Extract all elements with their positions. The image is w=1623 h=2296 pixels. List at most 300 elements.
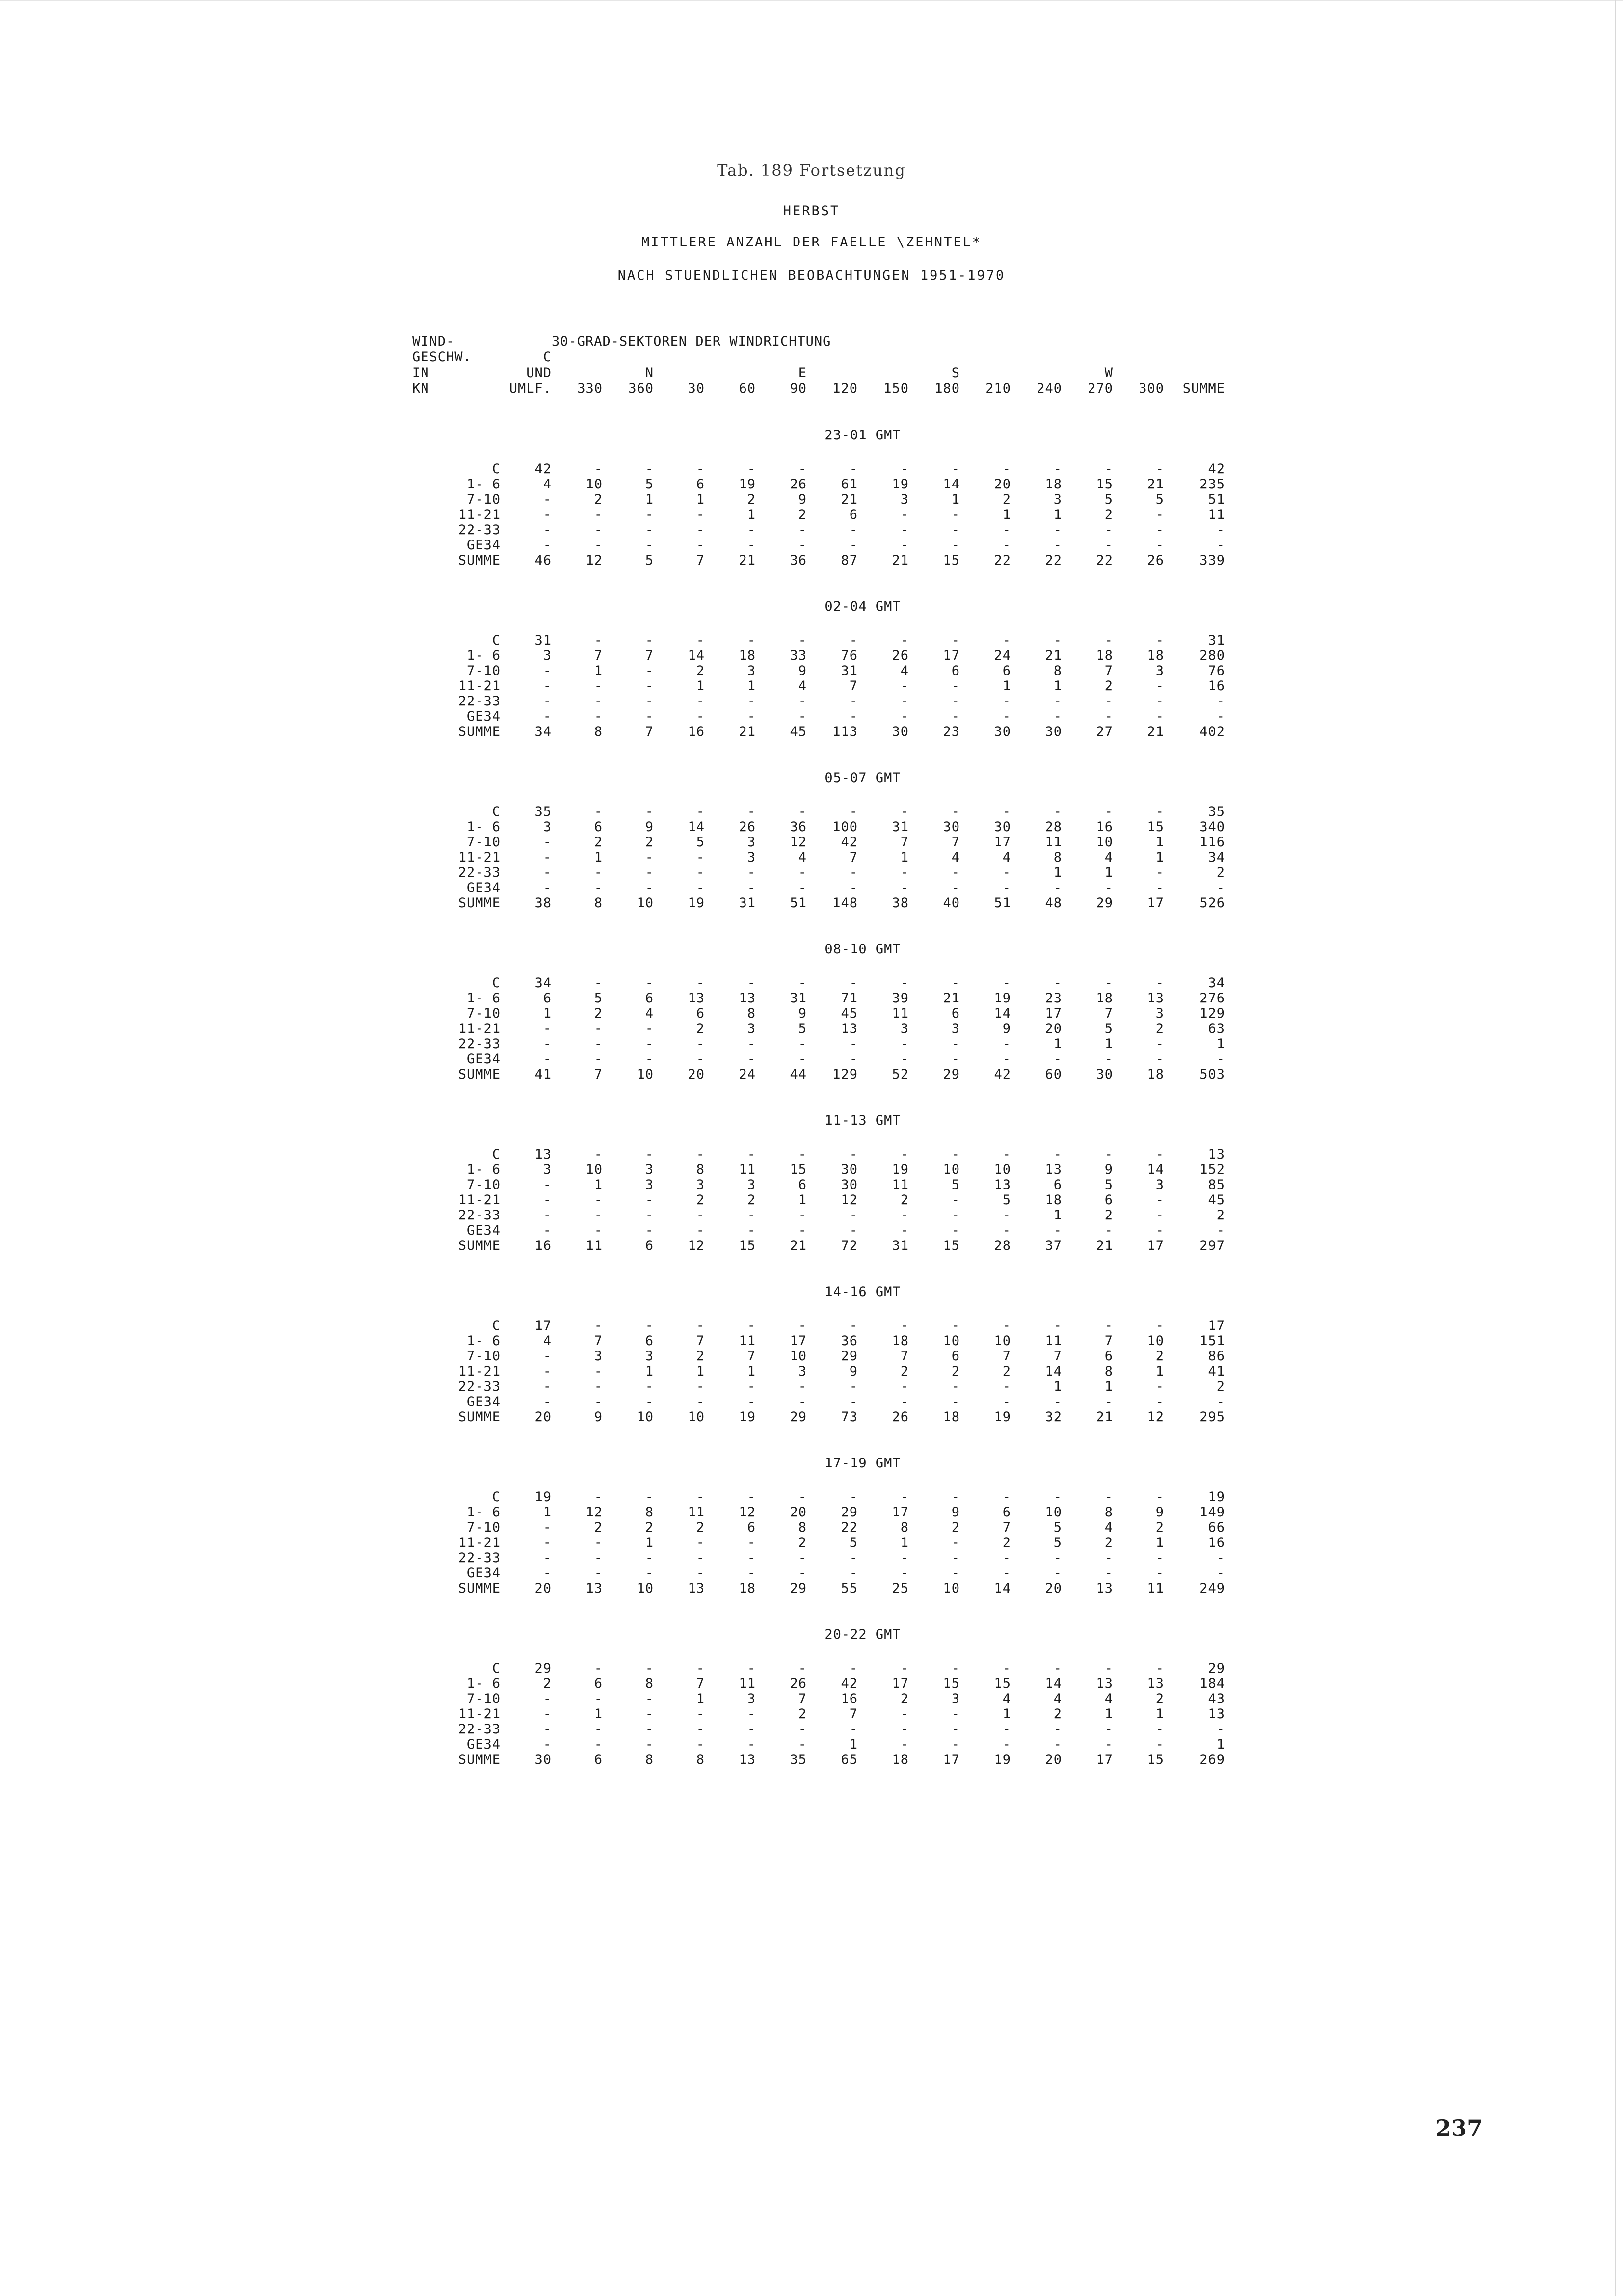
block-spacer: [412, 1082, 1225, 1112]
sector-cell: 26: [790, 1676, 807, 1691]
season-heading: HERBST: [783, 203, 840, 218]
calm-cell: -: [543, 1737, 552, 1752]
sector-cell: 19: [739, 1409, 756, 1425]
row-label: 11-21: [458, 678, 501, 694]
sector-cell: 9: [798, 1006, 807, 1021]
sector-cell: 7: [645, 648, 654, 663]
sector-cell: -: [1002, 633, 1011, 648]
sector-cell: 6: [645, 1238, 654, 1253]
sector-cell: -: [1053, 461, 1062, 477]
sector-cell: -: [747, 633, 756, 648]
sector-header: 360: [628, 381, 654, 396]
sector-cell: 20: [790, 1505, 807, 1520]
sector-cell: -: [594, 538, 603, 553]
sector-cell: -: [1155, 538, 1164, 553]
sector-cell: -: [747, 975, 756, 991]
sector-cell: -: [594, 975, 603, 991]
sector-cell: 11: [892, 1006, 909, 1021]
sector-cell: 9: [594, 1409, 603, 1425]
sector-cell: 31: [892, 819, 909, 835]
sector-cell: -: [900, 538, 909, 553]
sector-cell: 1: [1002, 507, 1011, 522]
row-sum-cell: 51: [1208, 492, 1225, 507]
table-row: [412, 1691, 1225, 1706]
sector-cell: 48: [1045, 895, 1062, 911]
sector-cell: 13: [994, 1177, 1011, 1192]
sector-cell: 18: [1045, 477, 1062, 492]
header-spacer: [412, 397, 1225, 427]
row-sum-cell: 2: [1216, 1379, 1225, 1394]
sector-cell: 148: [832, 895, 858, 911]
sector-cell: -: [951, 1379, 960, 1394]
sector-cell: 29: [841, 1349, 858, 1364]
sector-cell: -: [1002, 880, 1011, 895]
sector-cell: 2: [1053, 1706, 1062, 1722]
sector-cell: -: [900, 1208, 909, 1223]
calm-cell: -: [543, 850, 552, 865]
row-label: 1- 6: [466, 477, 501, 492]
row-sum-cell: 34: [1208, 975, 1225, 991]
sector-cell: 72: [841, 1238, 858, 1253]
sector-cell: -: [951, 633, 960, 648]
sector-cell: 18: [1096, 991, 1113, 1006]
sector-cell: -: [849, 1318, 858, 1333]
sector-cell: 13: [688, 991, 705, 1006]
row-label: 1- 6: [466, 1505, 501, 1520]
table-row: [412, 709, 1225, 724]
sector-cell: -: [900, 880, 909, 895]
row-sum-cell: -: [1216, 709, 1225, 724]
sector-cell: -: [645, 1706, 654, 1722]
calm-cell: 42: [534, 461, 552, 477]
sector-cell: -: [951, 1036, 960, 1052]
sector-cell: 6: [1053, 1177, 1062, 1192]
sector-cell: 5: [1155, 492, 1164, 507]
row-label: C: [492, 1318, 501, 1333]
header-row-3: [412, 365, 1225, 381]
row-label: 7-10: [466, 835, 501, 850]
sector-cell: -: [951, 1052, 960, 1067]
sector-cell: 42: [994, 1067, 1011, 1082]
row-label: 7-10: [466, 492, 501, 507]
sector-cell: 1: [1104, 1379, 1113, 1394]
sector-cell: -: [1155, 1722, 1164, 1737]
sector-cell: -: [645, 507, 654, 522]
sector-cell: 7: [696, 1676, 705, 1691]
sector-cell: 6: [1104, 1192, 1113, 1208]
calm-cell: 38: [534, 895, 552, 911]
sector-cell: 10: [637, 1067, 654, 1082]
block-spacer: [412, 911, 1225, 941]
sector-cell: 1: [594, 1706, 603, 1722]
row-sum-cell: 17: [1208, 1318, 1225, 1333]
sector-cell: -: [1155, 694, 1164, 709]
sector-cell: -: [900, 1379, 909, 1394]
sector-cell: 21: [1147, 477, 1164, 492]
sector-cell: -: [1002, 538, 1011, 553]
sector-cell: -: [951, 1489, 960, 1505]
sector-cell: -: [849, 538, 858, 553]
sector-cell: -: [696, 538, 705, 553]
sector-cell: -: [951, 865, 960, 880]
sector-cell: -: [951, 1722, 960, 1737]
calm-cell: -: [543, 1394, 552, 1409]
row-label: GE34: [466, 1223, 501, 1238]
sector-cell: -: [951, 1223, 960, 1238]
sector-cell: 1: [594, 850, 603, 865]
row-sum-cell: 184: [1199, 1676, 1225, 1691]
sector-cell: 9: [849, 1364, 858, 1379]
time-block-title: 05-07 GMT: [825, 770, 901, 785]
sector-cell: 8: [1104, 1505, 1113, 1520]
sector-cell: 21: [943, 991, 960, 1006]
calm-cell: -: [543, 694, 552, 709]
sector-header: 150: [883, 381, 909, 396]
sector-cell: 29: [1096, 895, 1113, 911]
sector-cell: 2: [1155, 1691, 1164, 1706]
table-row: [412, 895, 1225, 911]
block-title-gap: [412, 1472, 1225, 1489]
sector-cell: 31: [892, 1238, 909, 1253]
compass-mark: [705, 365, 756, 381]
sector-cell: 51: [994, 895, 1011, 911]
sector-cell: -: [1155, 1318, 1164, 1333]
sector-cell: 1: [747, 1364, 756, 1379]
sector-cell: -: [594, 1192, 603, 1208]
row-label: 22-33: [458, 1550, 501, 1566]
sector-cell: 30: [892, 724, 909, 739]
compass-mark: [807, 365, 858, 381]
sector-cell: 2: [747, 1192, 756, 1208]
table-row: [412, 1223, 1225, 1238]
sector-cell: 12: [585, 553, 603, 568]
gap-cell: [412, 786, 1225, 804]
row-label: 1- 6: [466, 819, 501, 835]
compass-mark: N: [645, 365, 654, 380]
sector-cell: 60: [1045, 1067, 1062, 1082]
calm-cell: 34: [534, 975, 552, 991]
sector-cell: 25: [892, 1581, 909, 1596]
header-empty-cell: [807, 350, 858, 365]
sector-cell: 52: [892, 1067, 909, 1082]
sector-cell: 1: [747, 507, 756, 522]
sector-cell: -: [798, 538, 807, 553]
sector-cell: 21: [1096, 1409, 1113, 1425]
sector-cell: -: [849, 1052, 858, 1067]
sector-header: 30: [688, 381, 705, 396]
calm-cell: -: [543, 1349, 552, 1364]
row-sum-cell: 29: [1208, 1661, 1225, 1676]
sector-cell: 7: [1002, 1349, 1011, 1364]
sector-cell: 21: [1147, 724, 1164, 739]
sector-cell: 14: [688, 648, 705, 663]
row-label: 1- 6: [466, 1162, 501, 1177]
sector-cell: 13: [1045, 1162, 1062, 1177]
block-title-row: [412, 1626, 1225, 1643]
row-sum-cell: 66: [1208, 1520, 1225, 1535]
sector-cell: -: [696, 1535, 705, 1550]
row-label: C: [492, 804, 501, 819]
sector-cell: -: [1155, 1147, 1164, 1162]
sector-cell: 3: [594, 1349, 603, 1364]
compass-mark: [858, 365, 909, 381]
calm-cell: 2: [543, 1676, 552, 1691]
sector-cell: -: [645, 1192, 654, 1208]
sector-cell: 10: [790, 1349, 807, 1364]
sector-cell: 5: [1002, 1192, 1011, 1208]
sector-cell: 1: [1104, 1706, 1113, 1722]
sector-cell: 6: [645, 991, 654, 1006]
sector-cell: 1: [951, 492, 960, 507]
sector-cell: 19: [994, 991, 1011, 1006]
sector-cell: -: [900, 1052, 909, 1067]
table-row: [412, 1505, 1225, 1520]
sum-header: SUMME: [1182, 381, 1225, 396]
sector-cell: -: [900, 1722, 909, 1737]
row-label: GE34: [466, 1566, 501, 1581]
time-block-title: 11-13 GMT: [825, 1113, 901, 1128]
table-row: [412, 804, 1225, 819]
calm-cell: -: [543, 1223, 552, 1238]
calm-cell: -: [543, 522, 552, 538]
sector-cell: -: [747, 1489, 756, 1505]
sector-cell: -: [951, 1394, 960, 1409]
sector-cell: 2: [951, 1520, 960, 1535]
sector-cell: -: [1155, 1566, 1164, 1581]
sector-cell: 6: [696, 477, 705, 492]
wind-frequency-table: [412, 334, 1225, 1767]
row-sum-cell: 11: [1208, 507, 1225, 522]
row-sum-cell: 19: [1208, 1489, 1225, 1505]
sector-cell: 2: [696, 1349, 705, 1364]
spacer-cell: [412, 1596, 1225, 1626]
sector-cell: 3: [951, 1691, 960, 1706]
sector-cell: 26: [739, 819, 756, 835]
sector-cell: -: [747, 1394, 756, 1409]
row-sum-cell: 1: [1216, 1737, 1225, 1752]
sector-cell: -: [645, 522, 654, 538]
sector-cell: -: [849, 1661, 858, 1676]
sector-cell: 19: [994, 1752, 1011, 1767]
spacer-cell: [412, 568, 1225, 598]
calm-cell: 20: [534, 1581, 552, 1596]
sector-cell: -: [747, 880, 756, 895]
sector-cell: -: [849, 1379, 858, 1394]
sector-cell: -: [951, 1192, 960, 1208]
table-row: [412, 1364, 1225, 1379]
sector-cell: 13: [1147, 991, 1164, 1006]
sector-cell: 5: [1104, 492, 1113, 507]
sector-cell: 21: [841, 492, 858, 507]
sector-cell: 1: [900, 850, 909, 865]
sector-cell: 2: [594, 1006, 603, 1021]
block-title-empty: [412, 1455, 501, 1472]
sector-cell: -: [696, 880, 705, 895]
sector-cell: 15: [943, 553, 960, 568]
sector-cell: -: [645, 694, 654, 709]
sector-cell: 2: [1104, 678, 1113, 694]
header-empty-cell: [1164, 365, 1225, 381]
block-spacer: [412, 1596, 1225, 1626]
sector-cell: 3: [1155, 1177, 1164, 1192]
calm-cell: -: [543, 835, 552, 850]
sector-cell: -: [747, 1223, 756, 1238]
sector-cell: 21: [1045, 648, 1062, 663]
sector-cell: 55: [841, 1581, 858, 1596]
sector-cell: -: [798, 1379, 807, 1394]
sector-cell: -: [1104, 804, 1113, 819]
row-label: 22-33: [458, 1722, 501, 1737]
table-row: [412, 507, 1225, 522]
sector-cell: -: [645, 709, 654, 724]
sector-cell: 1: [1155, 1535, 1164, 1550]
sector-cell: -: [594, 1364, 603, 1379]
row-sum-cell: 16: [1208, 1535, 1225, 1550]
sector-cell: 7: [849, 850, 858, 865]
table-row: [412, 522, 1225, 538]
sector-cell: 4: [900, 663, 909, 678]
sector-cell: 6: [594, 1676, 603, 1691]
row-label: GE34: [466, 1052, 501, 1067]
sector-cell: 7: [900, 1349, 909, 1364]
row-label: GE34: [466, 538, 501, 553]
sector-cell: -: [645, 1394, 654, 1409]
sector-cell: 2: [645, 835, 654, 850]
sector-cell: -: [645, 1223, 654, 1238]
sector-cell: 3: [747, 663, 756, 678]
sector-cell: -: [900, 1706, 909, 1722]
sector-cell: 10: [994, 1162, 1011, 1177]
sector-cell: -: [747, 709, 756, 724]
sector-cell: 19: [994, 1409, 1011, 1425]
sector-cell: 1: [1104, 1036, 1113, 1052]
sector-cell: 18: [1096, 648, 1113, 663]
table-row: [412, 1566, 1225, 1581]
sector-cell: 9: [1002, 1021, 1011, 1036]
sector-cell: -: [1104, 1722, 1113, 1737]
sector-cell: 5: [1104, 1177, 1113, 1192]
gap-cell: [412, 1472, 1225, 1489]
row-label: C: [492, 975, 501, 991]
row-sum-cell: 85: [1208, 1177, 1225, 1192]
sector-cell: -: [594, 461, 603, 477]
sector-cell: -: [645, 1379, 654, 1394]
sector-cell: 10: [943, 1581, 960, 1596]
block-title-row: [412, 427, 1225, 444]
sector-cell: 26: [1147, 553, 1164, 568]
calm-cell: -: [543, 663, 552, 678]
sector-cell: -: [594, 1535, 603, 1550]
sector-cell: 17: [1147, 1238, 1164, 1253]
sector-cell: -: [1053, 1566, 1062, 1581]
sector-cell: -: [849, 865, 858, 880]
sector-cell: 4: [798, 678, 807, 694]
sector-cell: -: [798, 804, 807, 819]
sector-caption: 30-GRAD-SEKTOREN DER WINDRICHTUNG: [552, 334, 831, 349]
sector-cell: 2: [1155, 1349, 1164, 1364]
sector-cell: -: [1002, 1722, 1011, 1737]
header-row-2: [412, 350, 1225, 365]
sector-cell: 1: [798, 1192, 807, 1208]
sector-cell: -: [747, 804, 756, 819]
sector-cell: -: [798, 1147, 807, 1162]
gap-cell: [412, 958, 1225, 975]
table-row: [412, 1520, 1225, 1535]
sector-cell: 3: [747, 850, 756, 865]
row-label: C: [492, 1489, 501, 1505]
sector-cell: 42: [841, 1676, 858, 1691]
spacer-cell: [412, 739, 1225, 770]
header-label-line-1: WIND-: [412, 334, 455, 349]
sector-cell: -: [1155, 1737, 1164, 1752]
sector-cell: -: [849, 694, 858, 709]
sector-cell: 7: [696, 1333, 705, 1349]
sector-cell: 13: [739, 991, 756, 1006]
sector-cell: 10: [943, 1333, 960, 1349]
sector-cell: 8: [747, 1006, 756, 1021]
sector-cell: 71: [841, 991, 858, 1006]
sector-cell: -: [900, 865, 909, 880]
sector-cell: 1: [747, 678, 756, 694]
sector-cell: 7: [594, 648, 603, 663]
sector-cell: -: [1002, 1566, 1011, 1581]
sector-cell: -: [951, 1737, 960, 1752]
block-spacer: [412, 1425, 1225, 1455]
header-empty-cell: [1062, 350, 1113, 365]
block-title-empty: [412, 770, 501, 786]
sector-cell: -: [951, 1550, 960, 1566]
sector-cell: 11: [585, 1238, 603, 1253]
sector-cell: -: [594, 1691, 603, 1706]
header-empty-cell: [1164, 350, 1225, 365]
calm-cell: 35: [534, 804, 552, 819]
row-label: 22-33: [458, 694, 501, 709]
sector-cell: 18: [892, 1333, 909, 1349]
sector-cell: 31: [841, 663, 858, 678]
table-row: [412, 648, 1225, 663]
sector-cell: 7: [951, 835, 960, 850]
sector-cell: -: [594, 507, 603, 522]
sector-cell: 4: [1104, 1520, 1113, 1535]
sector-cell: 6: [849, 507, 858, 522]
sector-cell: -: [798, 880, 807, 895]
sector-cell: 3: [1053, 492, 1062, 507]
sector-cell: -: [1155, 678, 1164, 694]
row-label: SUMME: [458, 1067, 501, 1082]
calm-cell: -: [543, 1566, 552, 1581]
sector-cell: -: [1155, 975, 1164, 991]
table-row: [412, 1147, 1225, 1162]
block-title-row: [412, 1284, 1225, 1300]
row-label: 11-21: [458, 1706, 501, 1722]
sector-cell: 10: [943, 1162, 960, 1177]
calm-cell: -: [543, 880, 552, 895]
sector-cell: -: [594, 1550, 603, 1566]
sector-cell: 20: [688, 1067, 705, 1082]
sector-cell: 1: [1155, 1706, 1164, 1722]
sector-cell: -: [849, 1147, 858, 1162]
block-spacer: [412, 1253, 1225, 1284]
sector-cell: 7: [849, 678, 858, 694]
sector-cell: 3: [798, 1364, 807, 1379]
sector-cell: 2: [1002, 1535, 1011, 1550]
sector-cell: 2: [1155, 1021, 1164, 1036]
sector-cell: -: [1002, 1208, 1011, 1223]
sector-cell: -: [951, 804, 960, 819]
header-empty-cell: [858, 350, 909, 365]
row-label: C: [492, 1661, 501, 1676]
calm-cell: 30: [534, 1752, 552, 1767]
